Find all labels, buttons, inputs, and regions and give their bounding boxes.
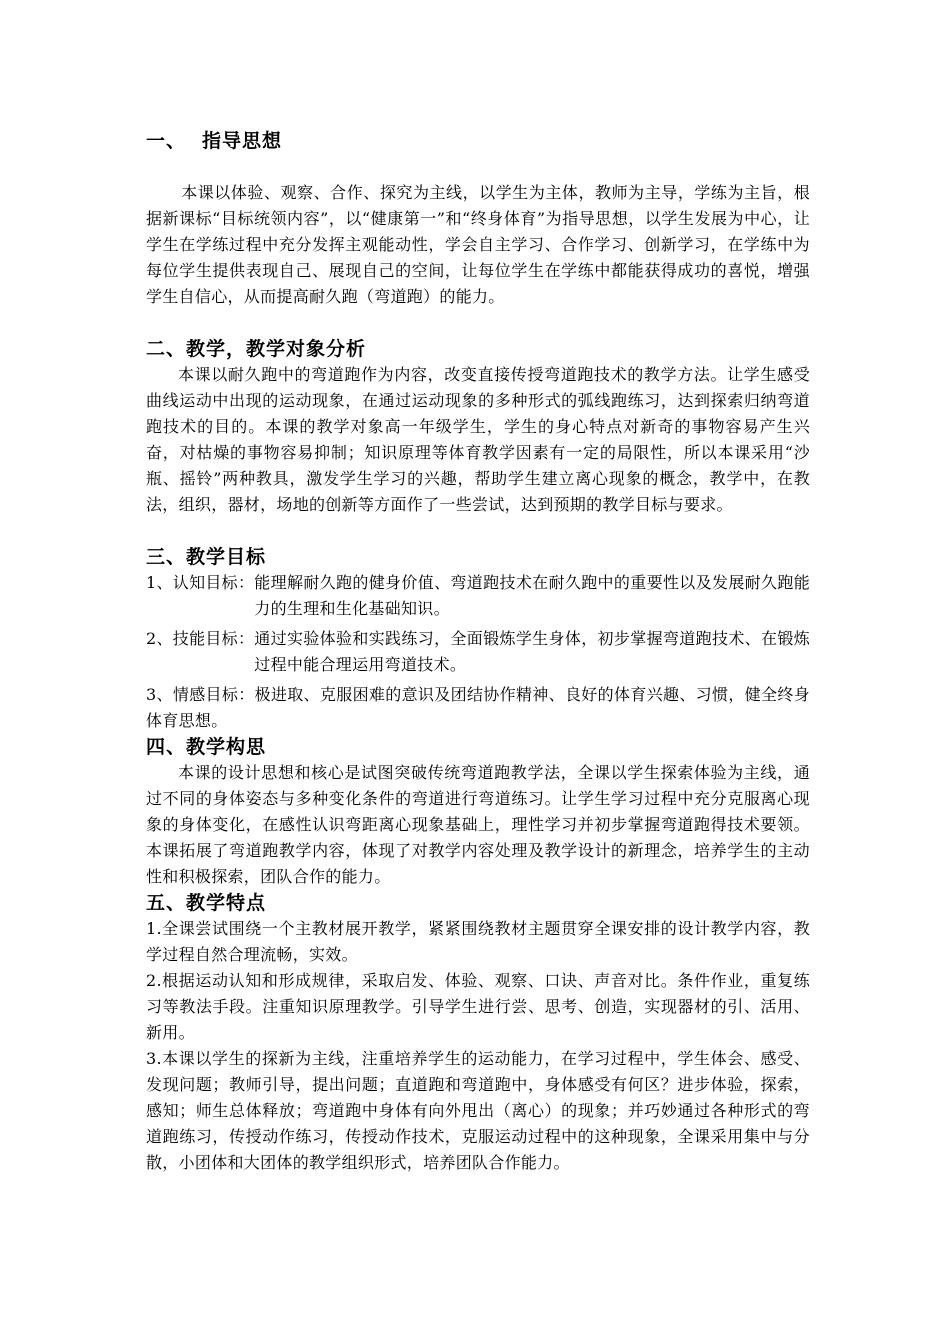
section-4-body: 本课的设计思想和核心是试图突破传统弯道跑教学法，全课以学生探索体验为主线，通过不同的身体姿态与多种变化条件的弯道进行弯道练习。让学生学习过程中充分克服离心现象的身体变化，在感性认识弯距离心现象基础上，理性学习并初步掌握弯道跑得技术要领。本课拓展了弯道跑教学内容，体现了对教学内容处理及教学设计的新理念，培养学生的主动性和积极探索，团队合作的能力。 <box>146 763 810 886</box>
section-5-heading: 五、教学特点 <box>146 892 267 914</box>
section-1-title: 指导思想 <box>202 130 283 152</box>
goal-cognitive-text: 能理解耐久跑的健身价值、弯道跑技术在耐久跑中的重要性以及发展耐久跑能力的生理和生化基础知识。 <box>254 573 810 618</box>
goal-emotion: 3、情感目标：极进取、克服困难的意识及团结协作精神、良好的体育兴趣、习惯，健全终身体育思想。 <box>146 685 810 730</box>
goal-skill-text: 通过实验体验和实践练习，全面锻炼学生身体，初步掌握弯道跑技术、在锻炼过程中能合理运用弯道技术。 <box>254 629 810 674</box>
section-1-heading <box>146 128 810 154</box>
feature-1: 1.全课尝试围绕一个主教材展开教学，紧紧围绕教材主题贯穿全课安排的设计教学内容，教学过程自然合理流畅，实效。 <box>146 919 810 964</box>
goal-cognitive-label: 1、认知目标： <box>146 573 255 592</box>
feature-3: 3.本课以学生的探新为主线，注重培养学生的运动能力，在学习过程中，学生体会、感受、发现问题；教师引导，提出问题；直道跑和弯道跑中，身体感受有何区？进步体验，探索，感知；师生总体释放；弯道跑中身体有向外甩出（离心）的现象；并巧妙通过各种形式的弯道跑练习，传授动作练习，传授动作技术，克服运动过程中的这种现象，全课采用集中与分散，小团体和大团体的教学组织形式，培养团队合作能力。 <box>146 1049 810 1172</box>
section-2-body: 本课以耐久跑中的弯道跑作为内容，改变直接传授弯道跑技术的教学方法。让学生感受曲线运动中出现的运动现象，在通过运动现象的多种形式的弧线跑练习，达到探索归纳弯道跑技术的目的。本课的教学对象高一年级学生，学生的身心特点对新奇的事物容易产生兴奋，对枯燥的事物容易抑制；知识原理等体育教学因素有一定的局限性，所以本课采用“沙瓶、摇铃”两种教具，激发学生学习的兴趣，帮助学生建立离心现象的概念，教学中，在教法，组织，器材，场地的创新等方面作了一些尝试，达到预期的教学目标与要求。 <box>146 365 810 514</box>
goal-skill-label: 2、技能目标： <box>146 629 255 648</box>
goal-skill <box>146 626 810 678</box>
document-page <box>146 118 810 1176</box>
section-1-body: 本课以体验、观察、合作、探究为主线，以学生为主体，教师为主导，学练为主旨，根据新课标“目标统领内容”，以“健康第一”和“终身体育”为指导思想，以学生发展为中心，让学生在学练过程中充分发挥主观能动性，学会自主学习、合作学习、创新学习，在学练中为每位学生提供表现自己、展现自己的空间，让每位学生在学练中都能获得成功的喜悦，增强学生自信心，从而提高耐久跑（弯道跑）的能力。 <box>146 183 810 306</box>
section-3-heading: 三、教学目标 <box>146 546 267 568</box>
feature-2: 2.根据运动认知和形成规律，采取启发、体验、观察、口诀、声音对比。条件作业，重复练习等教法手段。注重知识原理教学。引导学生进行尝、思考、创造，实现器材的引、活用、新用。 <box>146 971 810 1042</box>
section-4-heading: 四、教学构思 <box>146 736 267 758</box>
section-1-number: 一、 <box>146 130 187 152</box>
section-2-heading: 二、教学，教学对象分析 <box>146 338 367 360</box>
goal-cognitive <box>146 570 810 622</box>
